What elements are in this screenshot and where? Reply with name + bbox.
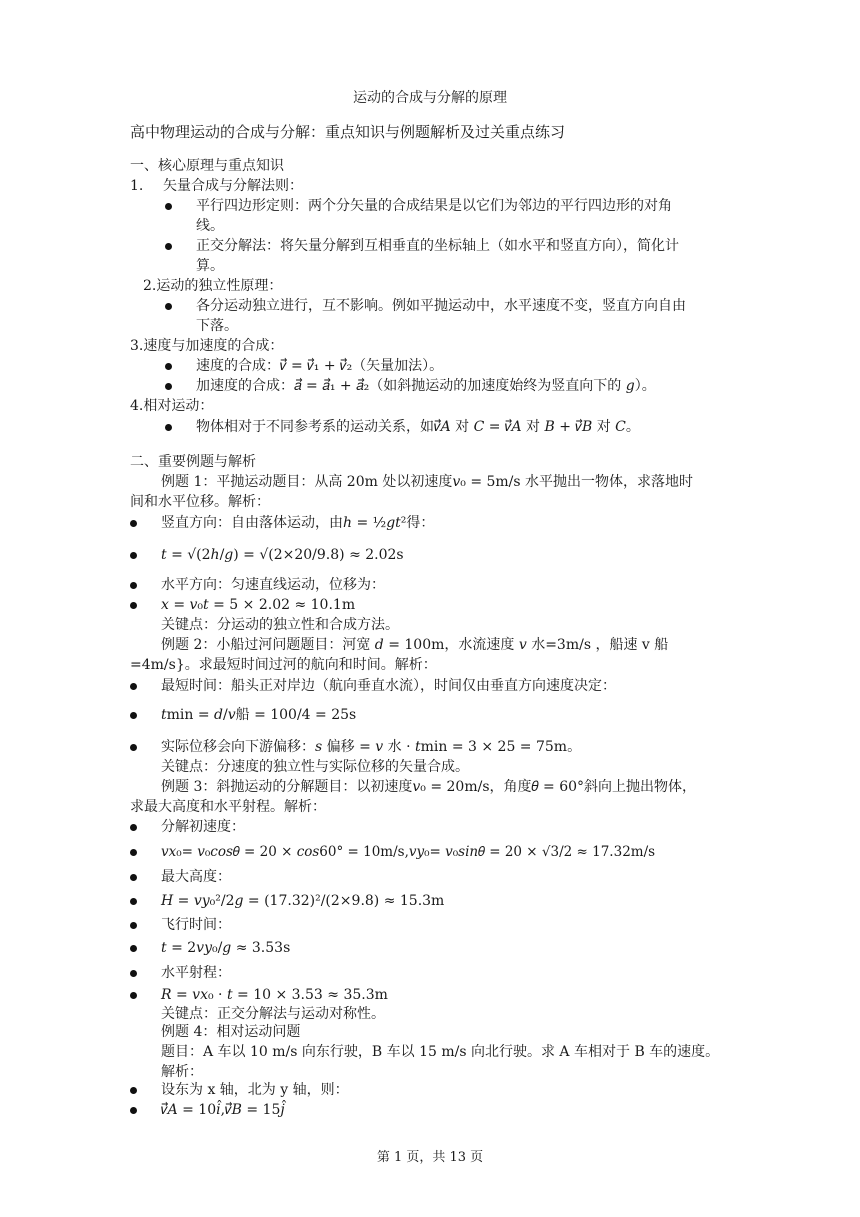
page-footer: 第 1 页，共 13 页 xyxy=(376,1150,484,1165)
list-item: 算。 xyxy=(196,258,224,274)
bullet-icon xyxy=(165,203,172,210)
list-item: 最大高度： xyxy=(161,869,231,885)
list-item: 正交分解法：将矢量分解到互相垂直的坐标轴上（如水平和竖直方向），简化计 xyxy=(196,238,679,254)
bullet-icon xyxy=(130,922,137,929)
formula: 𝑡 = √(2ℎ/𝑔) = √(2×20/9.8) ≈ 2.02s xyxy=(161,547,404,563)
paragraph-line: 例题 3：斜抛运动的分解题目：以初速度𝑣₀ = 20m/s，角度𝜃 = 60°斜向上抛出物体， xyxy=(161,779,697,795)
document-subtitle: 高中物理运动的合成与分解：重点知识与例题解析及过关重点练习 xyxy=(130,123,566,141)
list-item: 分解初速度： xyxy=(161,819,245,835)
bullet-icon xyxy=(130,683,137,690)
bullet-icon xyxy=(130,712,137,719)
paragraph-line: 间和水平位移。解析： xyxy=(130,494,270,510)
bullet-icon xyxy=(165,383,172,390)
list-item: 速度的合成：𝑣⃗ = 𝑣⃗₁ + 𝑣⃗₂（矢量加法）。 xyxy=(196,358,444,374)
bullet-icon xyxy=(130,970,137,977)
bullet-icon xyxy=(165,243,172,250)
bullet-icon xyxy=(130,898,137,905)
list-item: 飞行时间： xyxy=(161,917,231,933)
list-item: 实际位移会向下游偏移：𝑠 偏移 = 𝑣 水 · 𝑡min = 3 × 25 = 75m。 xyxy=(161,739,582,755)
formula: 𝑡min = 𝑑/𝑣船 = 100/4 = 25s xyxy=(161,707,357,723)
paragraph-line: 例题 2：小船过河问题题目：河宽 𝑑 = 100m，水流速度 𝑣 水=3m/s ，船速 v 船 xyxy=(161,637,669,653)
bullet-icon xyxy=(165,303,172,310)
paragraph-line: 例题 4：相对运动问题 xyxy=(161,1024,301,1040)
list-item: 水平射程： xyxy=(161,965,231,981)
document-title: 运动的合成与分解的原理 xyxy=(353,90,507,106)
list-item: 下落。 xyxy=(196,318,238,334)
bullet-icon xyxy=(130,582,137,589)
formula: 𝐻 = 𝑣𝑦₀²/2𝑔 = (17.32)²/(2×9.8) ≈ 15.3m xyxy=(161,893,445,909)
list-item: 平行四边形定则：两个分矢量的合成结果是以它们为邻边的平行四边形的对角 xyxy=(196,198,672,214)
key-point: 关键点：正交分解法与运动对称性。 xyxy=(161,1006,385,1022)
list-item: 加速度的合成：𝑎⃗ = 𝑎⃗₁ + 𝑎⃗₂（如斜抛运动的加速度始终为竖直向下的 𝑔）。 xyxy=(196,378,656,394)
bullet-icon xyxy=(130,824,137,831)
paragraph-line: 例题 1：平抛运动题目：从高 20m 处以初速度𝑣₀ = 5m/s 水平抛出一物体，求落地时 xyxy=(161,474,694,490)
bullet-icon xyxy=(165,363,172,370)
list-item: 物体相对于不同参考系的运动关系，如𝑣⃗𝐴 对 𝐶 = 𝑣⃗𝐴 对 𝐵 + 𝑣⃗𝐵 对 𝐶。 xyxy=(196,419,640,435)
list-number: 1. xyxy=(130,178,144,194)
list-item: 各分运动独立进行，互不影响。例如平抛运动中，水平速度不变，竖直方向自由 xyxy=(196,298,686,314)
list-item: 2.运动的独立性原理： xyxy=(143,278,283,294)
bullet-icon xyxy=(130,1107,137,1114)
section-heading: 二、重要例题与解析 xyxy=(130,454,256,470)
bullet-icon xyxy=(130,874,137,881)
formula: 𝑣⃗𝐴 = 10𝑖̂,𝑣⃗𝐵 = 15𝑗̂ xyxy=(161,1102,285,1118)
key-point: 关键点：分速度的独立性与实际位移的矢量合成。 xyxy=(161,759,469,775)
bullet-icon xyxy=(130,602,137,609)
list-item: 线。 xyxy=(196,218,224,234)
key-point: 关键点：分运动的独立性和合成方法。 xyxy=(161,617,399,633)
list-item: 竖直方向：自由落体运动，由ℎ = ½𝑔𝑡²得： xyxy=(161,515,435,531)
bullet-icon xyxy=(130,992,137,999)
formula: 𝑡 = 2𝑣𝑦₀/𝑔 ≈ 3.53s xyxy=(161,940,291,956)
list-item: 设东为 x 轴，北为 y 轴，则： xyxy=(161,1082,349,1098)
list-item: 3.速度与加速度的合成： xyxy=(130,338,284,354)
formula: 𝑥 = 𝑣₀𝑡 = 5 × 2.02 ≈ 10.1m xyxy=(161,597,356,613)
list-item: 矢量合成与分解法则： xyxy=(163,178,303,194)
bullet-icon xyxy=(130,520,137,527)
paragraph-line: 解析： xyxy=(161,1064,203,1080)
bullet-icon xyxy=(130,945,137,952)
bullet-icon xyxy=(130,744,137,751)
paragraph-line: =4m/s}。求最短时间过河的航向和时间。解析： xyxy=(130,657,437,673)
list-item: 4.相对运动： xyxy=(130,398,214,414)
list-item: 最短时间：船头正对岸边（航向垂直水流），时间仅由垂直方向速度决定： xyxy=(161,678,616,694)
paragraph-line: 求最大高度和水平射程。解析： xyxy=(130,799,326,815)
paragraph-line: 题目：A 车以 10 m/s 向东行驶，B 车以 15 m/s 向北行驶。求 A 车相对于 B 车的速度。 xyxy=(161,1044,720,1060)
section-heading: 一、核心原理与重点知识 xyxy=(130,158,284,174)
bullet-icon xyxy=(130,1087,137,1094)
formula: 𝑣𝑥₀= 𝑣₀𝑐𝑜𝑠𝜃 = 20 × 𝑐𝑜𝑠60° = 10m/s,𝑣𝑦₀= 𝑣₀𝑠𝑖𝑛𝜃 = 20 × √3/2 ≈ 17.32m/s xyxy=(161,844,656,860)
formula: 𝑅 = 𝑣𝑥₀ · 𝑡 = 10 × 3.53 ≈ 35.3m xyxy=(161,987,388,1003)
bullet-icon xyxy=(130,849,137,856)
bullet-icon xyxy=(130,552,137,559)
list-item: 水平方向：匀速直线运动，位移为： xyxy=(161,577,385,593)
bullet-icon xyxy=(165,424,172,431)
